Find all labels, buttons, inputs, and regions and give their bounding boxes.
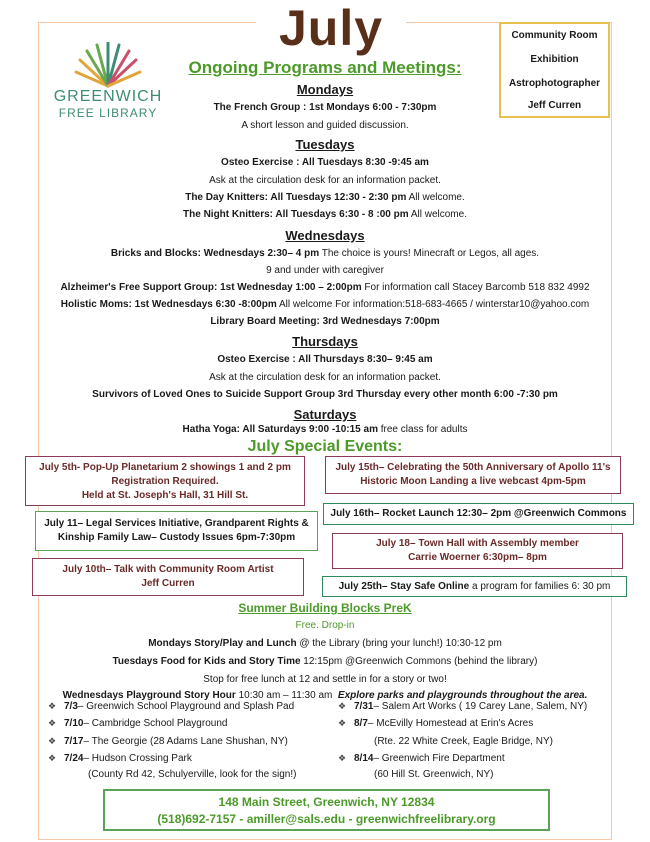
- exhibit-line: Exhibition: [530, 54, 579, 65]
- program-name: Osteo Exercise : All Tuesdays 8:30 -9:45 am: [221, 157, 429, 168]
- program-name: Tuesdays Food for Kids and Story Time: [112, 656, 301, 667]
- program-name: Hatha Yoga: All Saturdays 9:00 -10:15 am: [182, 424, 378, 435]
- bullet-icon: ❖: [48, 736, 57, 746]
- program-detail: 12:15pm @Greenwich Commons (behind the library): [300, 656, 538, 667]
- bullet-icon: ❖: [48, 701, 57, 711]
- program-name: Holistic Moms: 1st Wednesdays 6:30 -8:00pm: [60, 299, 277, 310]
- program-detail: @ the Library (bring your lunch!) 10:30-12 pm: [296, 638, 502, 649]
- program-line: Ask at the circulation desk for an information packet.: [209, 372, 441, 383]
- event-line: Registration Required.: [111, 476, 219, 487]
- program-line: Ask at the circulation desk for an information packet.: [209, 175, 441, 186]
- program-name: The Night Knitters: All Tuesdays 6:30 - 8 :00 pm: [183, 209, 409, 220]
- program-line: [40, 316, 610, 327]
- program-line: A short lesson and guided discussion.: [241, 120, 409, 131]
- program-line: [40, 282, 610, 293]
- program-line: [40, 248, 610, 259]
- event-title: July 25th– Stay Safe Online: [338, 581, 470, 592]
- program-name: Mondays Story/Play and Lunch: [148, 638, 297, 649]
- exhibit-line: Community Room: [511, 30, 598, 41]
- ongoing-heading: Ongoing Programs and Meetings:: [188, 58, 462, 77]
- program-detail: free class for adults: [377, 424, 468, 435]
- program-line: [40, 209, 610, 220]
- playground-list-right: [338, 701, 628, 785]
- event-line: Kinship Family Law– Custody Issues 6pm-7:30pm: [57, 532, 296, 543]
- list-item-extra: (60 Hill St. Greenwich, NY): [374, 769, 494, 780]
- event-artist-talk: [32, 558, 304, 596]
- event-line: Held at St. Joseph's Hall, 31 Hill St.: [81, 490, 249, 501]
- exhibit-line: Astrophotographer: [508, 78, 601, 89]
- program-name: Alzheimer's Free Support Group: 1st Wednesday 1:00 – 2:00pm: [60, 282, 362, 293]
- program-line: [40, 192, 610, 203]
- list-item-text: – Cambridge School Playground: [83, 718, 228, 729]
- list-item-text: – The Georgie (28 Adams Lane Shushan, NY): [83, 736, 288, 747]
- mondays-heading: Mondays: [296, 82, 354, 97]
- list-item: [48, 701, 294, 712]
- program-name: Bricks and Blocks: Wednesdays 2:30– 4 pm: [110, 248, 320, 259]
- list-item-date: 7/24: [64, 753, 84, 764]
- footer-contact: (518)692-7157 - amiller@sals.edu - greenwichfreelibrary.org: [157, 812, 496, 826]
- list-item-text: – Greenwich School Playground and Splash Pad: [77, 701, 295, 712]
- exhibit-line: Jeff Curren: [527, 100, 582, 111]
- program-line: [40, 157, 610, 168]
- list-item-date: 7/31: [354, 701, 374, 712]
- program-name: Survivors of Loved Ones to Suicide Support Group 3rd Thursday every other month 6:00 -7:30 pm: [92, 389, 558, 400]
- event-line: July 16th– Rocket Launch 12:30– 2pm @Greenwich Commons: [330, 508, 627, 519]
- program-detail: All welcome.: [408, 209, 467, 220]
- list-item-date: 7/17: [64, 736, 84, 747]
- special-events-heading: July Special Events:: [247, 438, 403, 455]
- program-detail: For information call Stacey Barcomb 518 832 4992: [361, 282, 590, 293]
- event-rocket-launch: [323, 503, 634, 525]
- program-line: [40, 389, 610, 400]
- program-line: [40, 354, 610, 365]
- event-line: Carrie Woerner 6:30pm– 8pm: [408, 552, 547, 563]
- event-legal-services: [35, 511, 318, 551]
- program-name: Osteo Exercise : All Thursdays 8:30– 9:45 am: [217, 354, 433, 365]
- program-line: [40, 424, 610, 435]
- program-name: The French Group : 1st Mondays 6:00 - 7:30pm: [213, 102, 437, 113]
- event-line: Jeff Curren: [141, 578, 195, 589]
- event-line: July 11– Legal Services Initiative, Grandparent Rights &: [44, 518, 309, 529]
- list-item: [338, 718, 533, 729]
- thursdays-heading: Thursdays: [292, 334, 358, 349]
- bullet-icon: ❖: [338, 701, 347, 711]
- event-stay-safe-online: [322, 576, 627, 597]
- bullet-icon: ❖: [338, 753, 347, 763]
- logo-name: GREENWICH: [53, 88, 163, 105]
- tuesdays-heading: Tuesdays: [295, 137, 355, 152]
- program-name: Library Board Meeting: 3rd Wednesdays 7:00pm: [210, 316, 440, 327]
- event-line: Historic Moon Landing a live webcast 4pm-5pm: [360, 476, 586, 487]
- event-planetarium: [25, 456, 305, 506]
- program-line: [40, 299, 610, 310]
- list-item-text: – Greenwich Fire Department: [373, 753, 505, 764]
- event-detail: a program for families 6: 30 pm: [469, 581, 611, 592]
- list-item-date: 8/14: [354, 753, 374, 764]
- list-item: [48, 718, 227, 729]
- wednesdays-heading: Wednesdays: [285, 228, 365, 243]
- footer-address: 148 Main Street, Greenwich, NY 12834: [218, 795, 435, 809]
- building-blocks-line: Stop for free lunch at 12 and settle in for a story or two!: [203, 674, 447, 685]
- playground-list-left: [48, 701, 338, 785]
- list-item: [338, 753, 505, 764]
- list-item-date: 7/3: [64, 701, 78, 712]
- building-blocks-subtitle: Free. Drop-in: [295, 620, 355, 631]
- program-detail: 10:30 am – 11:30 am: [235, 690, 333, 701]
- list-item: [48, 736, 288, 747]
- bullet-icon: ❖: [48, 753, 57, 763]
- saturdays-heading: Saturdays: [293, 407, 357, 422]
- list-item: [48, 753, 192, 764]
- list-item: [338, 701, 587, 712]
- event-line: July 10th– Talk with Community Room Artist: [62, 564, 274, 575]
- program-detail: The choice is yours! Minecraft or Legos, all ages.: [319, 248, 540, 259]
- list-item-extra: (County Rd 42, Schulyerville, look for the sign!): [88, 769, 297, 780]
- event-line: July 5th- Pop-Up Planetarium 2 showings 1 and 2 pm: [39, 462, 291, 473]
- building-blocks-heading: Summer Building Blocks PreK: [238, 601, 412, 615]
- event-town-hall: [332, 533, 623, 569]
- building-blocks-line: [40, 690, 610, 701]
- program-name: Wednesdays Playground Story Hour: [62, 690, 236, 701]
- logo-subtitle: FREE LIBRARY: [58, 106, 158, 120]
- bullet-icon: ❖: [48, 718, 57, 728]
- event-apollo: [325, 456, 621, 494]
- program-name: The Day Knitters: All Tuesdays 12:30 - 2:30 pm: [185, 192, 407, 203]
- program-detail: All welcome.: [406, 192, 465, 203]
- month-title: July: [256, 0, 406, 56]
- event-line: July 15th– Celebrating the 50th Anniversary of Apollo 11's: [335, 462, 611, 473]
- list-item-date: 8/7: [354, 718, 368, 729]
- list-item-date: 7/10: [64, 718, 84, 729]
- building-blocks-line: [40, 656, 610, 667]
- list-item-text: – Salem Art Works ( 19 Carey Lane, Salem, NY): [373, 701, 588, 712]
- program-line: 9 and under with caregiver: [266, 265, 384, 276]
- list-item-text: – McEvilly Homestead at Erin's Acres: [367, 718, 534, 729]
- footer-contact-box: [103, 789, 550, 831]
- list-item-extra: (Rte. 22 White Creek, Eagle Bridge, NY): [374, 736, 553, 747]
- bullet-icon: ❖: [338, 718, 347, 728]
- program-note: Explore parks and playgrounds throughout the area.: [337, 690, 588, 701]
- program-line: [40, 102, 610, 113]
- program-detail: All welcome For information:518-683-4665 / winterstar10@yahoo.com: [276, 299, 590, 310]
- event-line: July 18– Town Hall with Assembly member: [376, 538, 579, 549]
- list-item-text: – Hudson Crossing Park: [83, 753, 192, 764]
- building-blocks-line: [40, 638, 610, 649]
